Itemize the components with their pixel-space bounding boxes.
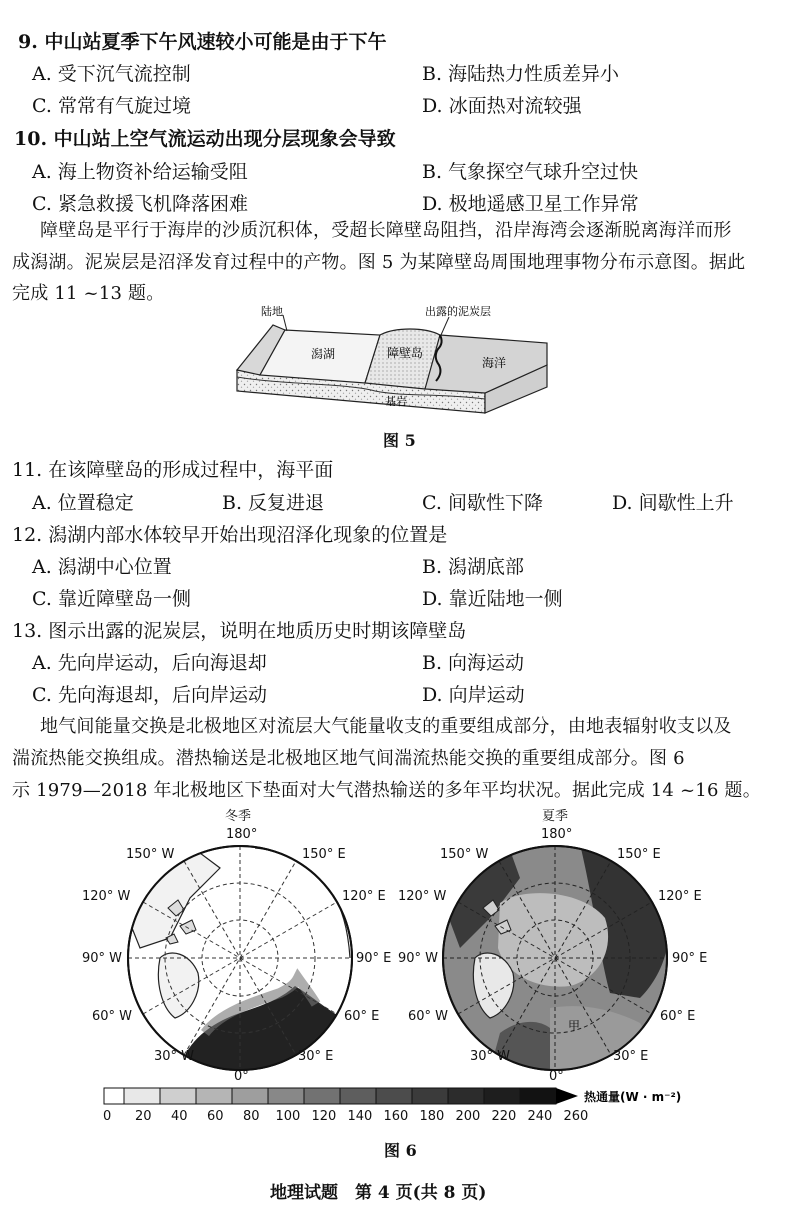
page-footer: 地理试题 第 4 页(共 8 页)	[270, 1183, 487, 1203]
winter-lon-150w: 150° W	[126, 847, 175, 862]
label-bedrock: 基岩	[385, 395, 407, 408]
q11-option-c: C. 间歇性下降	[422, 492, 543, 514]
q10-stem: 10. 中山站上空气流运动出现分层现象会导致	[14, 128, 396, 150]
intro1-line2: 成潟湖。泥炭层是沼泽发育过程中的产物。图 5 为某障壁岛周围地理事物分布示意图。据此	[12, 252, 746, 273]
label-land: 陆地	[261, 305, 283, 318]
q11-option-a: A. 位置稳定	[32, 492, 134, 514]
summer-lon-180: 180°	[541, 827, 573, 842]
q9-stem: 9. 中山站夏季下午风速较小可能是由于下午	[18, 31, 387, 53]
legend-tick-label: 40	[171, 1109, 188, 1124]
legend-unit-label: 热通量(W · m⁻²)	[584, 1090, 682, 1104]
q12-option-a: A. 潟湖中心位置	[32, 556, 172, 578]
winter-lon-60w: 60° W	[92, 1009, 133, 1024]
summer-lon-60e: 60° E	[660, 1009, 696, 1024]
summer-lon-60w: 60° W	[408, 1009, 449, 1024]
winter-lon-60e: 60° E	[344, 1009, 380, 1024]
figure-5-barrier-island-diagram	[225, 305, 565, 420]
q10-option-b: B. 气象探空气球升空过快	[422, 161, 639, 183]
figure-6-polar-maps	[80, 808, 740, 1098]
legend-tick-label: 220	[491, 1109, 517, 1124]
summer-lon-90w: 90° W	[398, 951, 439, 966]
q10-option-d: D. 极地遥感卫星工作异常	[422, 193, 639, 215]
figure-5-caption: 图 5	[383, 431, 416, 450]
winter-lon-120e: 120° E	[342, 889, 386, 904]
winter-lon-0: 0°	[234, 1069, 249, 1084]
label-ocean: 海洋	[482, 356, 507, 370]
summer-lon-90e: 90° E	[672, 951, 708, 966]
q12-stem: 12. 潟湖内部水体较早开始出现沼泽化现象的位置是	[12, 524, 448, 546]
intro1-line3: 完成 11 ~13 题。	[12, 283, 165, 304]
summer-map	[398, 809, 707, 1084]
summer-lon-30w: 30° W	[470, 1049, 511, 1064]
legend-color-bar	[104, 1088, 578, 1104]
legend-tick-label: 140	[347, 1109, 373, 1124]
heat-flux-legend	[98, 1084, 698, 1126]
intro2-line1: 地气间能量交换是北极地区对流层大气能量收支的重要组成部分，由地表辐射收支以及	[40, 716, 732, 737]
winter-title: 冬季	[225, 809, 252, 824]
q11-option-d: D. 间歇性上升	[612, 492, 734, 514]
peat-leader-line	[441, 317, 449, 335]
legend-tick-label: 60	[207, 1109, 224, 1124]
legend-tick-label: 260	[563, 1109, 589, 1124]
legend-tick-label: 100	[275, 1109, 301, 1124]
winter-lon-180: 180°	[226, 827, 258, 842]
legend-tick-label: 80	[243, 1109, 260, 1124]
q12-option-d: D. 靠近陆地一侧	[422, 588, 563, 610]
summer-lon-120w: 120° W	[398, 889, 447, 904]
q10-option-a: A. 海上物资补给运输受阻	[32, 161, 248, 183]
summer-lon-30e: 30° E	[613, 1049, 649, 1064]
winter-lon-90w: 90° W	[82, 951, 123, 966]
label-peat: 出露的泥炭层	[425, 305, 491, 318]
q9-option-c: C. 常常有气旋过境	[32, 95, 191, 117]
q9-option-b: B. 海陆热力性质差异小	[422, 63, 620, 85]
q13-option-c: C. 先向海退却，后向岸运动	[32, 684, 267, 706]
legend-tick-label: 0	[103, 1109, 112, 1124]
q13-option-a: A. 先向岸运动，后向海退却	[32, 652, 267, 674]
q9-option-d: D. 冰面热对流较强	[422, 95, 582, 117]
legend-tick-label: 20	[135, 1109, 152, 1124]
winter-lon-30e: 30° E	[298, 1049, 334, 1064]
q9-option-a: A. 受下沉气流控制	[32, 63, 191, 85]
summer-lon-120e: 120° E	[658, 889, 702, 904]
summer-point-jia: 甲	[568, 1019, 581, 1033]
winter-lon-150e: 150° E	[302, 847, 346, 862]
summer-title: 夏季	[542, 809, 569, 824]
intro2-line2: 湍流热能交换组成。潜热输送是北极地区地气间湍流热能交换的重要组成部分。图 6	[12, 748, 685, 769]
summer-lon-150e: 150° E	[617, 847, 661, 862]
legend-tick-labels	[103, 1109, 588, 1124]
intro2-line3: 示 1979—2018 年北极地区下垫面对大气潜热输送的多年平均状况。据此完成 14 ~16 题。	[12, 780, 761, 801]
label-barrier-island: 障壁岛	[387, 346, 424, 360]
land-leader-line	[283, 315, 287, 331]
intro1-line1: 障壁岛是平行于海岸的沙质沉积体，受超长障壁岛阻挡，沿岸海湾会逐渐脱离海洋而形	[40, 220, 732, 241]
q12-option-b: B. 潟湖底部	[422, 556, 525, 578]
summer-lon-0: 0°	[549, 1069, 564, 1084]
legend-tick-label: 120	[311, 1109, 337, 1124]
label-lagoon: 潟湖	[311, 347, 336, 361]
q13-option-d: D. 向岸运动	[422, 684, 525, 706]
q11-option-b: B. 反复进退	[222, 492, 325, 514]
legend-tick-label: 180	[419, 1109, 445, 1124]
winter-lon-120w: 120° W	[82, 889, 131, 904]
q12-option-c: C. 靠近障壁岛一侧	[32, 588, 191, 610]
winter-lon-30w: 30° W	[154, 1049, 195, 1064]
q13-stem: 13. 图示出露的泥炭层，说明在地质历史时期该障壁岛	[12, 620, 467, 642]
summer-lon-150w: 150° W	[440, 847, 489, 862]
winter-map	[82, 809, 391, 1084]
figure-6-caption: 图 6	[384, 1141, 417, 1160]
q10-option-c: C. 紧急救援飞机降落困难	[32, 193, 248, 215]
legend-tick-label: 200	[455, 1109, 481, 1124]
q13-option-b: B. 向海运动	[422, 652, 525, 674]
legend-tick-label: 240	[527, 1109, 553, 1124]
q11-stem: 11. 在该障壁岛的形成过程中，海平面	[12, 459, 334, 481]
winter-lon-90e: 90° E	[356, 951, 392, 966]
legend-tick-label: 160	[383, 1109, 409, 1124]
